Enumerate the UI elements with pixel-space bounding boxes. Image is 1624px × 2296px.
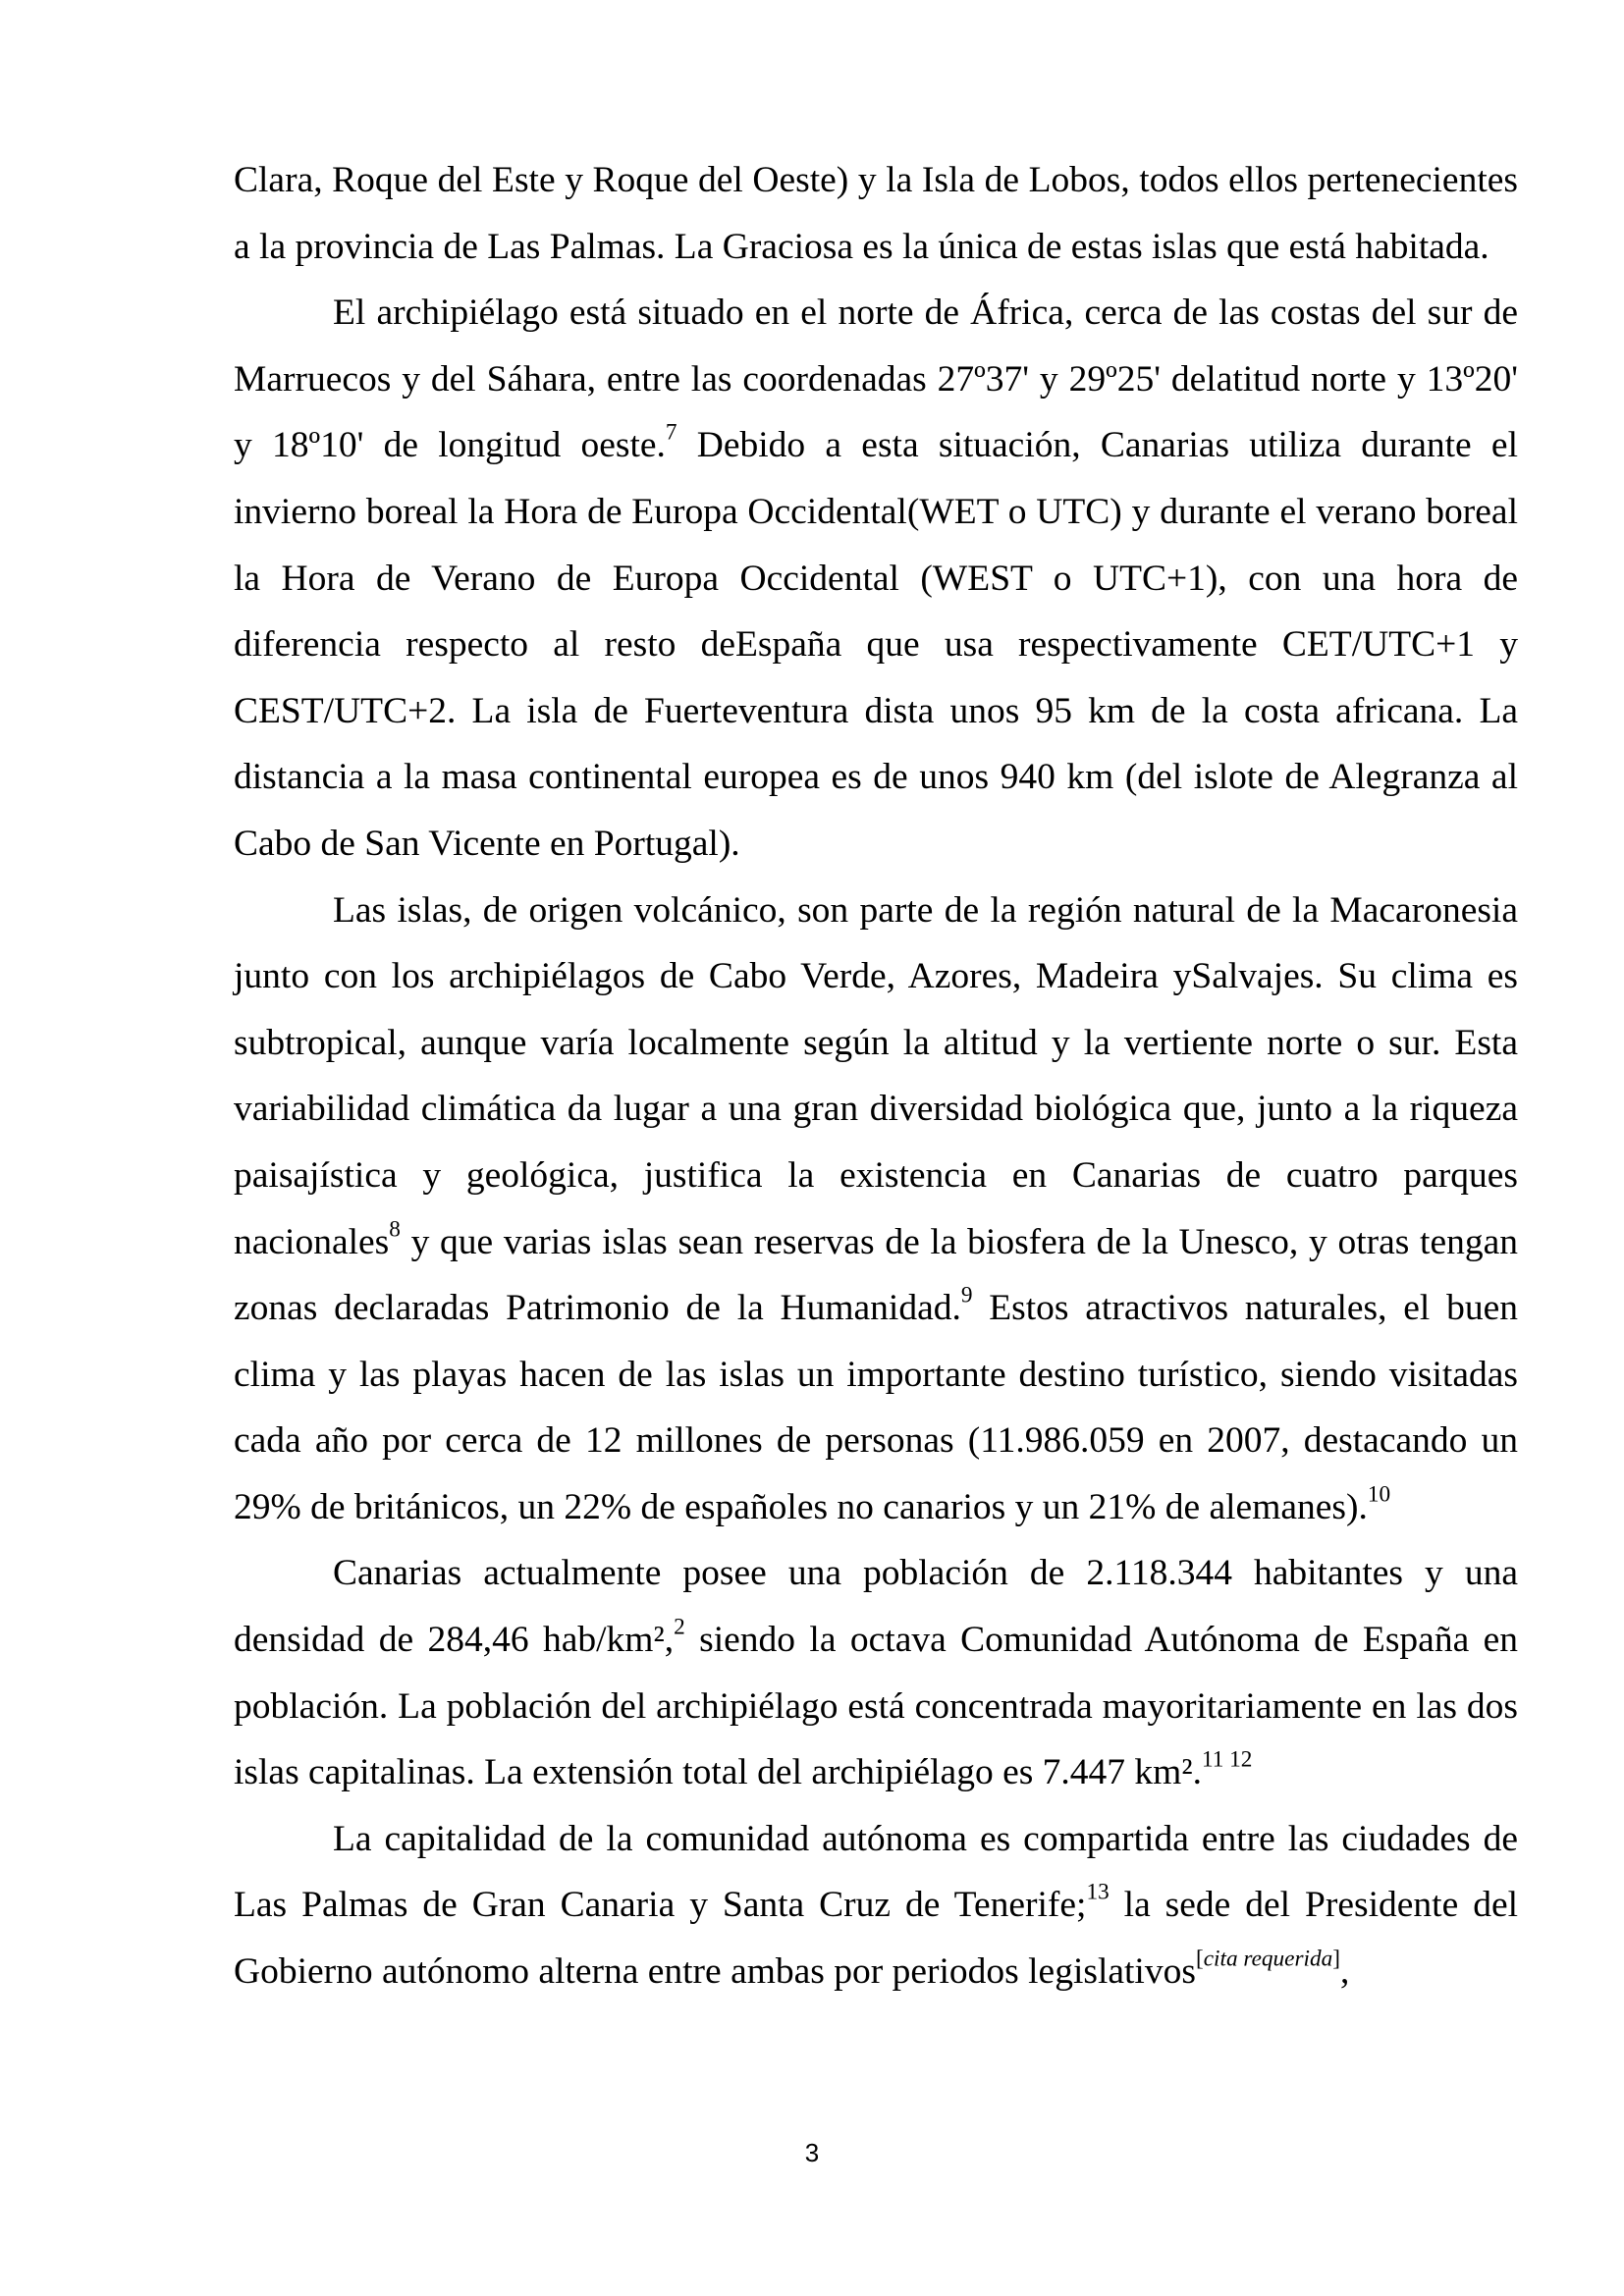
footnote-ref[interactable]: 8	[389, 1216, 401, 1243]
footnote-ref[interactable]: 10	[1367, 1481, 1391, 1508]
body-text	[234, 147, 1518, 2005]
citation-needed-tag[interactable]: [cita requerida]	[1195, 1946, 1340, 1972]
paragraph: El archipiélago está situado en el norte de África, cerca de las costas del sur de Marruecos y del Sáhara, entre las coordenadas 27º37' y 29º25' delatitud norte y 13º20' y 18º10' de longitud oeste.$^7$ Debido a esta situación, Canarias utiliza durante el invierno boreal la Hora de Europa Occidental(WET o UTC) y durante el verano boreal la Hora de Verano de Europa Occidental (WEST o UTC+1), con una hora de diferencia respecto al resto deEspaña que usa respectivamente CET/UTC+1 y CEST/UTC+2. La isla de Fuerteventura dista unos 95 km de la costa africana. La distancia a la masa continental europea es de unos 940 km (del islote de Alegranza al Cabo de San Vicente en Portugal).	[234, 293, 1518, 864]
paragraph: Canarias actualmente posee una población de 2.118.344 habitantes y una densidad de 284,46 hab/km²,$^2$ siendo la octava Comunidad Autónoma de España en población. La población del archipiélago está concentrada mayoritariamente en las dos islas capitalinas. La extensión total del archipiélago es 7.447 km².$^{11 12}$	[234, 1553, 1519, 1793]
paragraph: Las islas, de origen volcánico, son parte de la región natural de la Macaronesia junto con los archipiélagos de Cabo Verde, Azores, Madeira ySalvajes. Su clima es subtropical, aunque varía localmente según la altitud y la vertiente norte o sur. Esta variabilidad climática da lugar a una gran diversidad biológica que, junto a la riqueza paisajística y geológica, justifica la existencia en Canarias de cuatro parques nacionales$^8$ y que varias islas sean reservas de la biosfera de la Unesco, y otras tengan zonas declaradas Patrimonio de la Humanidad.$^9$ Estos atractivos naturales, el buen clima y las playas hacen de las islas un importante destino turístico, siendo visitadas cada año por cerca de 12 millones de personas (11.986.059 en 2007, destacando un 29% de británicos, un 22% de españoles no canarios y un 21% de alemanes).$^{10}$	[234, 889, 1518, 1527]
paragraph: La capitalidad de la comunidad autónoma es compartida entre las ciudades de Las Palmas de Gran Canaria y Santa Cruz de Tenerife;$^{13}$ la sede del Presidente del Gobierno autónomo alterna entre ambas por periodos legislativos[cita requerida],	[234, 1818, 1519, 1993]
footnote-ref[interactable]: 9	[960, 1282, 973, 1308]
footnote-ref[interactable]: 11 12	[1201, 1746, 1253, 1773]
page-number: 3	[804, 2138, 820, 2167]
citation-needed-text: cita requerida	[1203, 1946, 1333, 1972]
paragraph: Clara, Roque del Este y Roque del Oeste) y la Isla de Lobos, todos ellos pertenecientes a la provincia de Las Palmas. La Graciosa es la única de estas islas que está habitada.	[234, 160, 1518, 267]
footnote-ref[interactable]: 7	[665, 419, 677, 446]
footnote-ref[interactable]: 13	[1086, 1880, 1110, 1905]
footnote-ref[interactable]: 2	[674, 1614, 685, 1640]
